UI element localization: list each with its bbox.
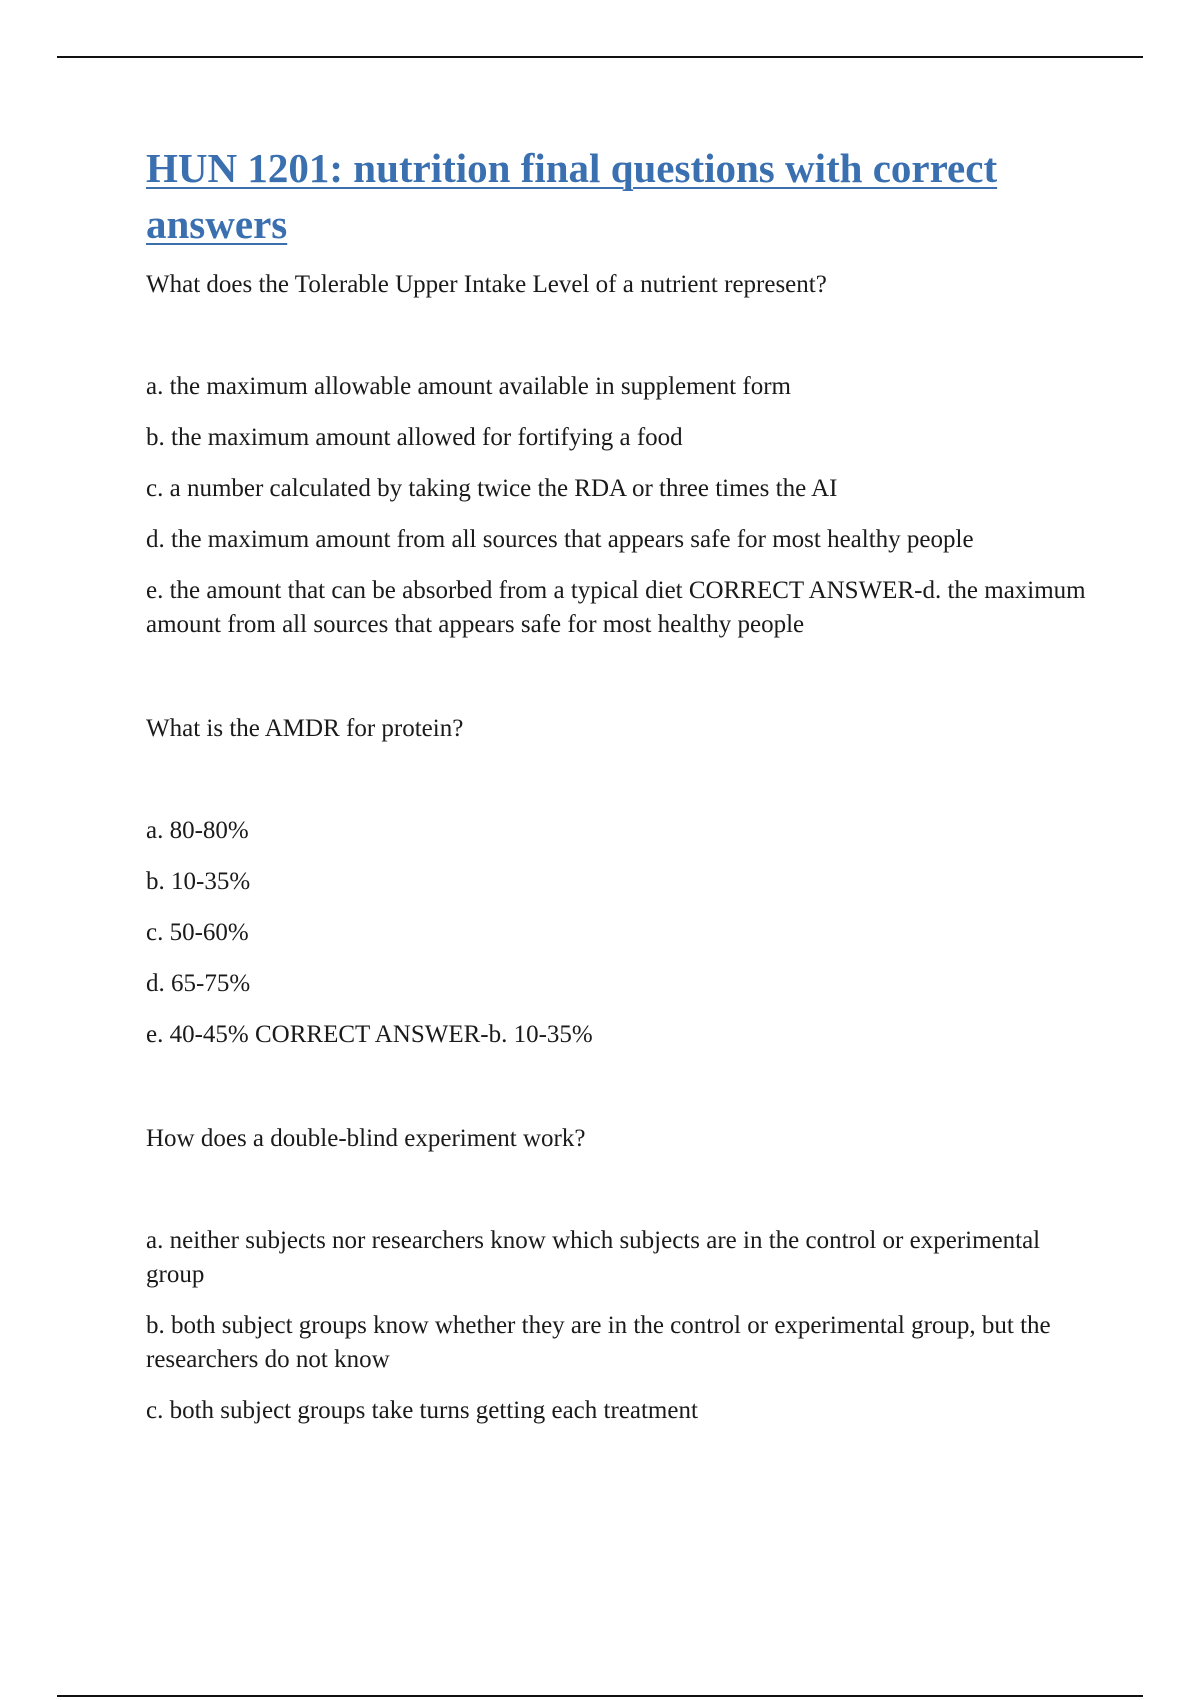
question-1-option-c: c. a number calculated by taking twice the RDA or three times the AI [146,475,838,502]
question-3-prompt: How does a double-blind experiment work? [146,1125,586,1152]
document-title[interactable]: HUN 1201: nutrition final questions with correct answers [146,145,998,247]
question-block-1 [146,268,1096,642]
question-3-option-b: b. both subject groups know whether they are in the control or experimental group, but the researchers do not know [146,1312,1051,1373]
question-2-option-a: a. 80-80% [146,817,249,844]
question-block-2 [146,712,1096,1052]
question-3-option-a: a. neither subjects nor researchers know which subjects are in the control or experimental group [146,1227,1041,1288]
question-1-option-b: b. the maximum amount allowed for fortifying a food [146,424,683,451]
question-2-option-c: c. 50-60% [146,919,249,946]
question-1-option-d: d. the maximum amount from all sources that appears safe for most healthy people [146,526,974,553]
document-body [146,140,1096,1428]
question-1-option-a: a. the maximum allowable amount available in supplement form [146,373,791,400]
question-block-3 [146,1122,1096,1428]
question-1-options [146,370,1096,642]
question-3-options [146,1224,1096,1428]
question-1-prompt: What does the Tolerable Upper Intake Level of a nutrient represent? [146,271,827,298]
header-rule [57,56,1143,58]
question-2-options [146,814,1096,1052]
question-2-option-d: d. 65-75% [146,970,251,997]
question-2-option-b: b. 10-35% [146,868,251,895]
question-1-option-e: e. the amount that can be absorbed from a typical diet CORRECT ANSWER-d. the maximum amount from all sources that appears safe for most healthy people [146,577,1086,638]
question-2-option-e: e. 40-45% CORRECT ANSWER-b. 10-35% [146,1021,593,1048]
question-2-prompt: What is the AMDR for protein? [146,715,464,742]
footer-rule [57,1695,1143,1697]
question-3-option-c: c. both subject groups take turns getting each treatment [146,1397,698,1424]
